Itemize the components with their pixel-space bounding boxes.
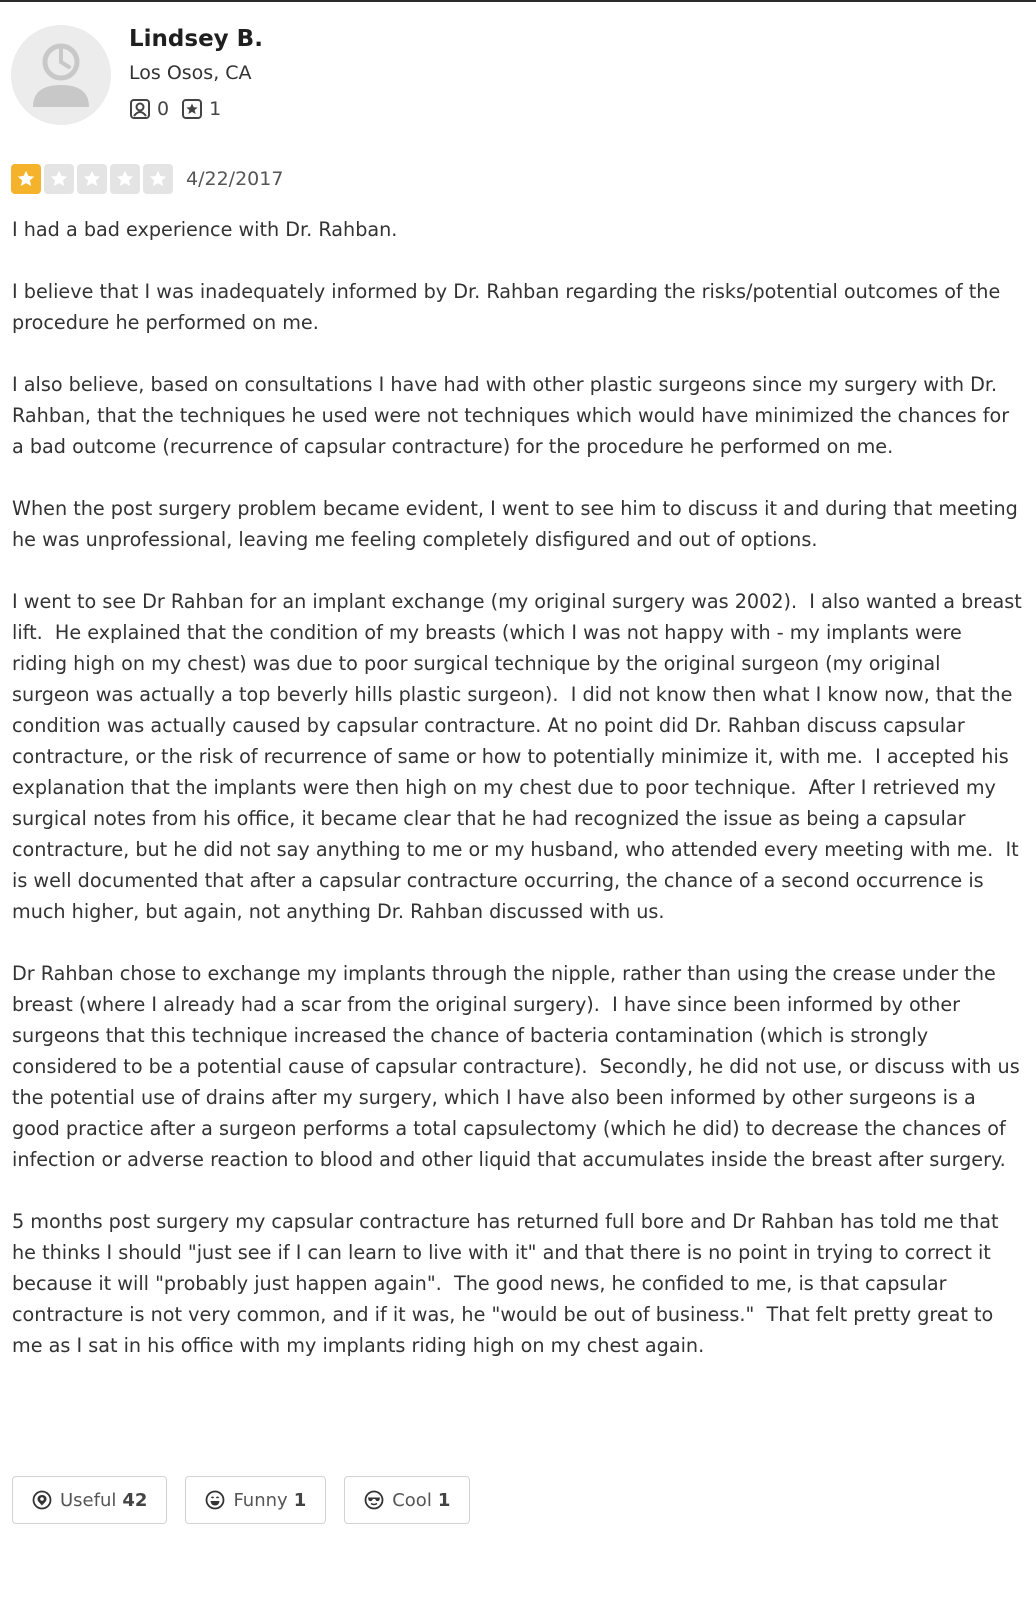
cool-label: Cool — [392, 1489, 432, 1511]
review-rating-row — [11, 164, 283, 194]
review-paragraph: 5 months post surgery my capsular contracture has returned full bore and Dr Rahban has told me that he thinks I should "just see if I can learn to live with it" and that there is no point in trying to correct it because it will "probably just happen again". The good news, he confided to me, is that capsular contracture is not very common, and if it was, he "would be out of business." That felt pretty great to me as I sat in his office with my implants riding high on my chest again. — [12, 1210, 1005, 1357]
friends-stat — [129, 98, 169, 120]
user-avatar[interactable] — [11, 25, 111, 125]
user-name[interactable]: Lindsey B. — [129, 26, 263, 52]
useful-label: Useful — [60, 1489, 117, 1511]
review-paragraph: I went to see Dr Rahban for an implant exchange (my original surgery was 2002). I also wanted a breast lift. He explained that the condition of my breasts (which I was not happy with - my implants were riding high on my chest) was due to poor surgical technique by the original surgeon (my original surgeon was actually a top beverly hills plastic surgeon). I did not know then what I know now, that the condition was actually caused by capsular contracture. At no point did Dr. Rahban discuss capsular contracture, or the risk of recurrence of same or how to potentially minimize it, with me. I accepted his explanation that the implants were then high on my chest due to poor technique. After I retrieved my surgical notes from his office, it became clear that he had recognized the issue as being a capsular contracture, but he did not say anything to me or my husband, who attended every meeting with me. It is well documented that after a capsular contracture occurring, the chance of a second occurrence is much higher, but again, not anything Dr. Rahban discussed with us. — [12, 590, 1028, 923]
user-stats — [129, 98, 233, 120]
star-filled-icon — [11, 164, 41, 194]
star-empty-icon — [143, 164, 173, 194]
star-rating — [11, 164, 176, 194]
review-paragraph: I had a bad experience with Dr. Rahban. — [12, 218, 398, 241]
cool-icon — [364, 1490, 384, 1510]
funny-count: 1 — [293, 1489, 307, 1511]
useful-button[interactable] — [12, 1476, 167, 1524]
review-body — [12, 214, 1028, 1392]
default-avatar-icon — [11, 25, 111, 125]
useful-count: 42 — [122, 1489, 148, 1511]
friends-icon — [129, 98, 151, 120]
review-paragraph: I also believe, based on consultations I have had with other plastic surgeons since my surgery with Dr. Rahban, that the techniques he used were not techniques which would have minimized the chances for a bad outcome (recurrence of capsular contracture) for the procedure he performed on me. — [12, 373, 1016, 458]
funny-label: Funny — [233, 1489, 288, 1511]
review-paragraph: I believe that I was inadequately informed by Dr. Rahban regarding the risks/potential outcomes of the procedure he performed on me. — [12, 280, 1007, 334]
funny-button[interactable] — [185, 1476, 326, 1524]
star-empty-icon — [77, 164, 107, 194]
reviews-stat — [181, 98, 221, 120]
cool-button[interactable] — [344, 1476, 470, 1524]
review-star-icon — [181, 98, 203, 120]
star-empty-icon — [44, 164, 74, 194]
funny-icon — [205, 1490, 225, 1510]
cool-count: 1 — [437, 1489, 451, 1511]
star-empty-icon — [110, 164, 140, 194]
review-date: 4/22/2017 — [186, 168, 284, 190]
reviews-count: 1 — [209, 98, 222, 120]
useful-icon — [32, 1490, 52, 1510]
vote-buttons — [12, 1476, 488, 1524]
friends-count: 0 — [157, 98, 170, 120]
review-paragraph: When the post surgery problem became evident, I went to see him to discuss it and during that meeting he was unprofessional, leaving me feeling completely disfigured and out of options. — [12, 497, 1024, 551]
user-location: Los Osos, CA — [129, 62, 252, 84]
review-paragraph: Dr Rahban chose to exchange my implants through the nipple, rather than using the crease under the breast (where I already had a scar from the original surgery). I have since been informed by other surgeons that this technique increased the chance of bacteria contamination (which is strongly considered to be a potential cause of capsular contracture). Secondly, he did not use, or discuss with us the potential use of drains after my surgery, which I have also been informed by other surgeons is a good practice after a surgeon performs a total capsulectomy (which he did) to decrease the chances of infection or adverse reaction to blood and other liquid that accumulates inside the breast after surgery. — [12, 962, 1026, 1171]
top-divider — [0, 0, 1036, 2]
